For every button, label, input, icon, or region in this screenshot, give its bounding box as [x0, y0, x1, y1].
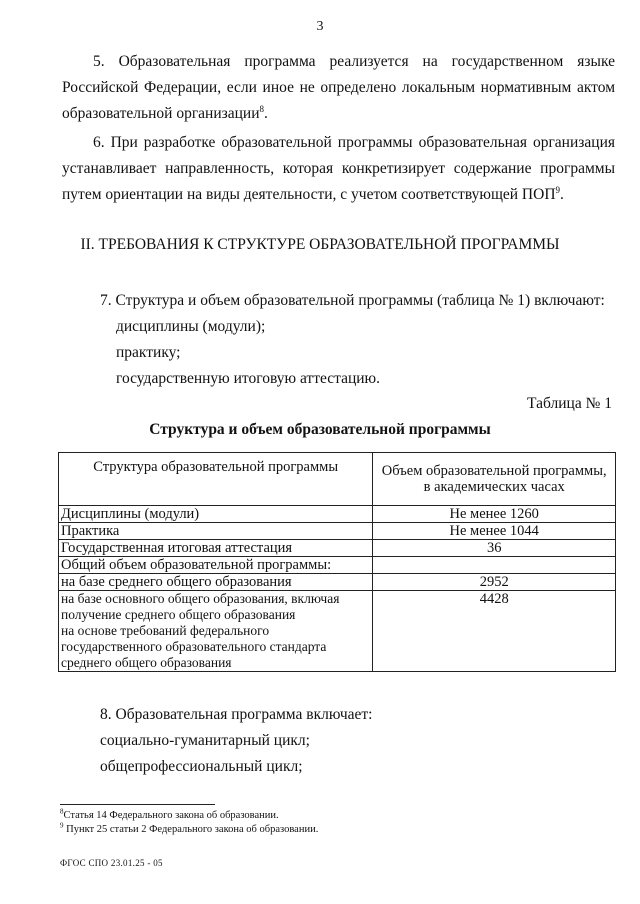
table-label: Таблица № 1 — [527, 395, 612, 412]
table-row — [59, 540, 616, 557]
table-row — [59, 506, 616, 523]
para7-line1: 7. Структура и объем образовательной программы (таблица № 1) включают: — [100, 292, 605, 309]
table-row — [59, 591, 616, 672]
page-number: 3 — [316, 19, 324, 34]
row-value: Не менее 1044 — [373, 523, 616, 540]
row-name: на базе среднего общего образования — [59, 574, 373, 591]
para5-line2: Российской Федерации, если иное не определено локальным нормативным актом — [62, 79, 615, 96]
table-row — [59, 557, 616, 574]
table-row — [59, 523, 616, 540]
footnote-ref-9: 9 — [555, 184, 561, 195]
row-value: Не менее 1260 — [373, 506, 616, 523]
header-volume: Объем образовательной программы, в академических часах — [373, 453, 616, 506]
footnote-separator — [60, 804, 215, 805]
table-header-row — [59, 453, 616, 506]
row-value: 36 — [373, 540, 616, 557]
footnote-9: $^9$ Пункт 25 статьи 2 Федерального закона об образовании. — [60, 821, 319, 835]
table-title: Структура и объем образовательной программы — [149, 421, 491, 438]
para8-item1: социально-гуманитарный цикл; — [100, 732, 310, 749]
para8-line1: 8. Образовательная программа включает: — [100, 706, 373, 723]
header-structure: Структура образовательной программы — [59, 453, 373, 506]
para8-item2: общепрофессиональный цикл; — [100, 758, 303, 775]
document-code: ФГОС СПО 23.01.25 - 05 — [60, 858, 163, 868]
footnote-8: $^8$Статья 14 Федерального закона об образовании. — [60, 807, 279, 821]
row-name: Общий объем образовательной программы: — [59, 557, 373, 574]
row-value: 2952 — [373, 574, 616, 591]
para5-line1: 5. Образовательная программа реализуется на государственном языке — [93, 53, 615, 70]
table-row — [59, 574, 616, 591]
para5-line3: образовательной организации$^8$. — [62, 103, 268, 122]
row-name: Дисциплины (модули) — [59, 506, 373, 523]
structure-table — [58, 452, 616, 672]
footnote-ref-8: 8 — [259, 103, 265, 114]
para7-item1: дисциплины (модули); — [116, 318, 266, 335]
para6-line2: устанавливает направленность, которая конкретизирует содержание программы — [62, 160, 615, 177]
row-name: Практика — [59, 523, 373, 540]
para6-line1: 6. При разработке образовательной программы образовательная организация — [93, 134, 615, 151]
para6-line3: путем ориентации на виды деятельности, с учетом соответствующей ПОП$^9$. — [62, 184, 564, 203]
para7-item3: государственную итоговую аттестацию. — [116, 370, 381, 387]
row-value — [373, 557, 616, 574]
para7-item2: практику; — [116, 344, 181, 361]
section-heading: II. ТРЕБОВАНИЯ К СТРУКТУРЕ ОБРАЗОВАТЕЛЬНОЙ ПРОГРАММЫ — [80, 236, 560, 253]
row-value: 4428 — [373, 591, 616, 672]
row-name: на базе основного общего образования, включая получение среднего общего образования на основе требований федерального государственного образовательного стандарта среднего общего образования — [59, 591, 373, 672]
row-name: Государственная итоговая аттестация — [59, 540, 373, 557]
